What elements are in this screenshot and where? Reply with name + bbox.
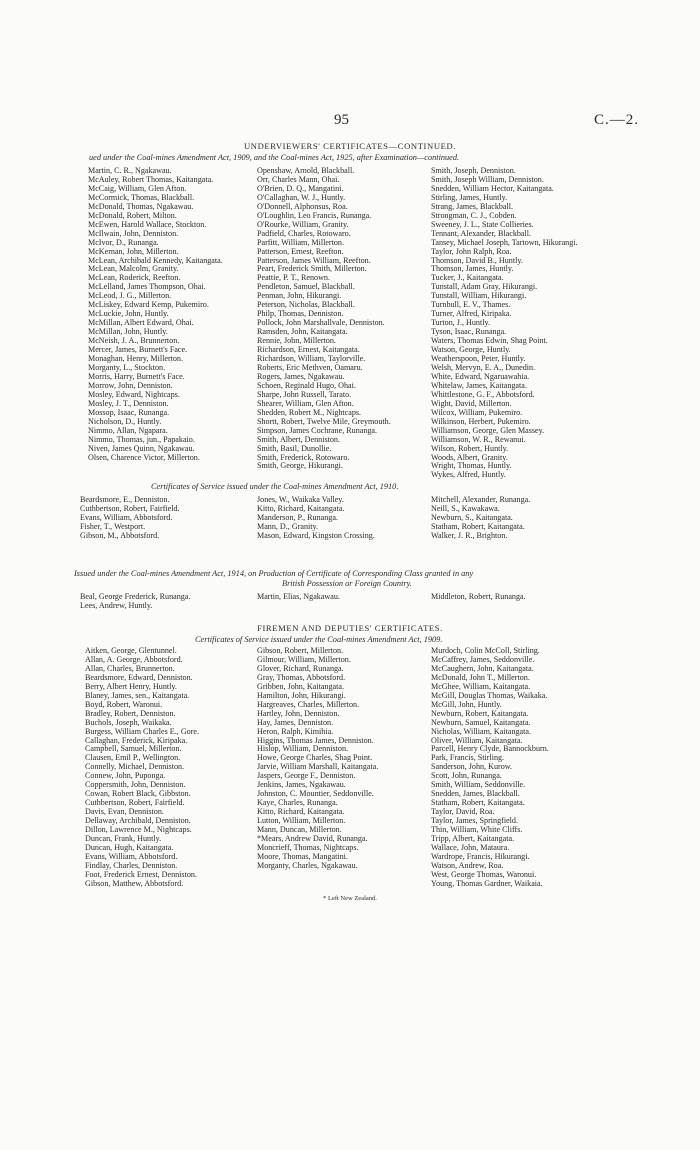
list-item: Turnbull, E. V., Thames.	[431, 300, 511, 310]
list-item: Thomson, James, Huntly.	[431, 264, 514, 274]
list-item: McLuckie, John, Huntly.	[88, 309, 169, 319]
list-item: Wallace, John, Mataura.	[431, 842, 510, 852]
list-item: McKernan, John, Millerton.	[88, 246, 179, 256]
list-item: Smith, William, Seddonville.	[431, 780, 526, 790]
list-item: Patterson, Ernest, Reefton.	[257, 246, 344, 256]
list-item: Howe, George Charles, Shag Point.	[257, 753, 373, 763]
list-item: Wilkinson, Herbert, Pukemiro.	[431, 416, 531, 426]
list-item: Niven, James Quinn, Ngakawau.	[88, 443, 195, 453]
list-item: McIvor, D., Runanga.	[88, 237, 159, 247]
list-item: Thin, William, White Cliffs.	[431, 825, 523, 835]
list-item: Coppersmith, John, Denniston.	[85, 780, 186, 790]
list-item: McIlwain, John, Denniston.	[88, 228, 179, 238]
list-item: Gibson, M., Abbotsford.	[80, 530, 160, 540]
list-item: Tripp, Albert, Kaitangata.	[431, 834, 515, 844]
list-item: McDonald, Thomas, Ngakawau.	[88, 201, 194, 211]
list-item: Bradley, Robert, Denniston.	[85, 708, 176, 718]
list-item: Martin, Elias, Ngakawau.	[257, 592, 340, 601]
list-item: Allan, A. George, Abbotsford.	[85, 654, 183, 664]
production-1914-heading: Issued under the Coal-mines Amendment Act, 1914, on Production of Certificate of Corresponding Class granted in any	[74, 569, 474, 578]
list-item: Mann, Duncan, Millerton.	[257, 825, 342, 835]
list-item: *Mears, Andrew David, Runanga.	[257, 834, 368, 844]
list-item: Woods, Albert, Granity.	[431, 452, 508, 462]
list-item: Sweeney, J. L., State Collieries.	[431, 219, 534, 229]
production-1914-column-2	[257, 593, 417, 602]
list-item: Mosley, Edward, Nightcaps.	[88, 389, 180, 399]
list-item: Kitto, Richard, Kaitangata.	[257, 807, 345, 817]
list-item: Mosley, J. T., Denniston.	[88, 398, 169, 408]
list-item: McMillan, Albert Edward, Ohai.	[88, 318, 194, 328]
list-item: Berry, Albert Henry, Huntly.	[85, 681, 177, 691]
list-item: O'Loughlin, Leo Francis, Runanga.	[257, 210, 372, 220]
list-item: O'Callaghan, W. J., Huntly.	[257, 192, 346, 202]
firemen-column-1	[85, 647, 247, 889]
list-item: Williamson, George, Glen Massey.	[431, 425, 545, 435]
list-item: Campbell, Samuel, Millerton.	[85, 744, 182, 754]
list-item: Shedden, Robert M., Nightcaps.	[257, 407, 362, 417]
list-item: Beal, George Frederick, Runanga.	[80, 592, 191, 601]
list-item: Foot, Frederick Ernest, Denniston.	[85, 869, 197, 879]
list-item: Smith, George, Hikurangi.	[257, 461, 343, 471]
list-item: Nimmo, Thomas, jun., Papakaio.	[88, 434, 195, 444]
list-item: Duncan, Frank, Huntly.	[85, 834, 162, 844]
list-item: Strongman, C. J., Cobden.	[431, 210, 517, 220]
list-item: Jaspers, George F., Denniston.	[257, 771, 356, 781]
list-item: Wykes, Alfred, Huntly.	[431, 470, 506, 480]
list-item: Park, Francis, Stirling.	[431, 753, 505, 763]
list-item: Hartley, John, Denniston.	[257, 708, 340, 718]
list-item: McEwen, Harold Wallace, Stockton.	[88, 219, 207, 229]
footnote: * Left New Zealand.	[323, 895, 377, 902]
list-item: Penman, John, Hikurangi.	[257, 291, 342, 301]
list-item: Heron, Ralph, Kimihia.	[257, 726, 334, 736]
list-item: McLean, Malcolm, Granity.	[88, 264, 179, 274]
list-item: Wilson, Robert, Huntly.	[431, 443, 509, 453]
list-item: McLean, Roderick, Reefton.	[88, 273, 181, 283]
list-item: Mercer, James, Burnett's Face.	[88, 345, 188, 355]
list-item: Pollock, John Marshallvale, Denniston.	[257, 318, 385, 328]
production-1914-heading-line2: British Possession or Foreign Country.	[282, 579, 412, 588]
list-item: Cuthbertson, Robert, Fairfield.	[80, 503, 180, 513]
list-item: Mitchell, Alexander, Runanga.	[431, 495, 531, 504]
list-item: Snedden, William Hector, Kaitangata.	[431, 183, 554, 193]
list-item: Johnston, C. Mountier, Seddonville.	[257, 789, 374, 799]
production-1914-column-1	[80, 593, 240, 611]
list-item: Ramsden, John, Kaitangata.	[257, 327, 348, 337]
list-item: Whittlestone, G. F., Abbotsford.	[431, 389, 535, 399]
list-item: Morganty, L., Stockton.	[88, 362, 166, 372]
list-item: McNeish, J. A., Brunnerton.	[88, 336, 180, 346]
list-item: Connew, John, Puponga.	[85, 771, 166, 781]
list-item: Nicholson, D., Huntly.	[88, 416, 162, 426]
list-item: Simpson, James Cochrane, Runanga.	[257, 425, 378, 435]
service-1910-column-2	[257, 496, 427, 541]
list-item: Buchols, Joseph, Waikaka.	[85, 717, 172, 727]
list-item: Manderson, P., Runanga.	[257, 512, 338, 522]
list-item: Jarvie, William Marshall, Kaitangata.	[257, 762, 379, 772]
list-item: Taylor, John Ralph, Roa.	[431, 246, 512, 256]
list-item: Wright, Thomas, Huntly.	[431, 461, 512, 471]
list-item: Hislop, William, Denniston.	[257, 744, 349, 754]
list-item: Glover, Richard, Runanga.	[257, 663, 344, 673]
list-item: Martin, C. R., Ngakawau.	[88, 166, 172, 175]
list-item: Newburn, Robert, Kaitangata.	[431, 708, 529, 718]
list-item: Smith, Joseph, Denniston.	[431, 166, 516, 175]
list-item: McAuley, Robert Thomas, Kaitangata.	[88, 174, 214, 184]
list-item: Watson, George, Huntly.	[431, 345, 511, 355]
list-item: Smith, Frederick, Rotowaro.	[257, 452, 350, 462]
list-item: Middleton, Robert, Runanga.	[431, 592, 526, 601]
list-item: Morrow, John, Denniston.	[88, 380, 173, 390]
list-item: Mann, D., Granity.	[257, 521, 319, 531]
list-item: Statham, Robert, Kaitangata.	[431, 798, 525, 808]
list-item: Higgins, Thomas James, Denniston.	[257, 735, 374, 745]
list-item: McLiskey, Edward Kemp, Pukemiro.	[88, 300, 209, 310]
list-item: Allan, Charles, Brunnerton.	[85, 663, 175, 673]
list-item: O'Donnell, Alphonsus, Roa.	[257, 201, 348, 211]
list-item: McDonald, Robert, Milton.	[88, 210, 177, 220]
list-item: Stirling, James, Huntly.	[431, 192, 508, 202]
list-item: Evans, William, Abbotsford.	[80, 512, 173, 522]
list-item: Philp, Thomas, Denniston.	[257, 309, 344, 319]
list-item: Mason, Edward, Kingston Crossing.	[257, 530, 375, 540]
production-1914-column-3	[431, 593, 597, 602]
list-item: Fisher, T., Westport.	[80, 521, 146, 531]
list-item: O'Brien, D. Q., Mangatini.	[257, 183, 344, 193]
list-item: Snedden, James, Blackball.	[431, 789, 520, 799]
list-item: Evans, William, Abbotsford.	[85, 851, 178, 861]
list-item: McCormick, Thomas, Blackball.	[88, 192, 195, 202]
list-item: Cuthbertson, Robert, Fairfield.	[85, 798, 185, 808]
list-item: Shortt, Robert, Twelve Mile, Greymouth.	[257, 416, 391, 426]
list-item: Schoen, Reginald Hugo, Ohai.	[257, 380, 356, 390]
underviewers-column-1	[88, 167, 246, 462]
list-item: Tansey, Michael Joseph, Tartown, Hikurangi.	[431, 237, 578, 247]
list-item: McCaffrey, James, Seddonville.	[431, 654, 535, 664]
list-item: Turton, J., Huntly.	[431, 318, 490, 328]
list-item: Gibson, Matthew, Abbotsford.	[85, 878, 184, 888]
list-item: Beardsmore, Edward, Denniston.	[85, 672, 193, 682]
list-item: Taylor, David, Roa.	[431, 807, 495, 817]
list-item: Peart, Frederick Smith, Millerton.	[257, 264, 367, 274]
list-item: Strang, James, Blackball.	[431, 201, 514, 211]
list-item: Richardson, Ernest, Kaitangata.	[257, 345, 360, 355]
list-item: Padfield, Charles, Rotowaro.	[257, 228, 351, 238]
list-item: Tyson, Isaac, Runanga.	[431, 327, 507, 337]
list-item: Morris, Harry, Burnett's Face.	[88, 371, 185, 381]
list-item: Newburn, Samuel, Kaitangata.	[431, 717, 531, 727]
list-item: Gray, Thomas, Abbotsford.	[257, 672, 346, 682]
list-item: Murdoch, Colin McColl, Stirling.	[431, 646, 540, 655]
list-item: Gibson, Robert, Millerton.	[257, 646, 344, 655]
list-item: West, George Thomas, Waronui.	[431, 869, 537, 879]
list-item: Roberts, Eric Methven, Oamaru.	[257, 362, 363, 372]
firemen-column-2	[257, 647, 417, 871]
list-item: McGill, John, Huntly.	[431, 699, 502, 709]
list-item: Hay, James, Denniston.	[257, 717, 334, 727]
list-item: Weatherspoon, Peter, Huntly.	[431, 354, 526, 364]
list-item: Nimmo, Allan, Ngapara.	[88, 425, 168, 435]
list-item: Monaghan, Henry, Millerton.	[88, 354, 184, 364]
list-item: Lees, Andrew, Huntly.	[80, 600, 153, 610]
firemen-heading: FIREMEN AND DEPUTIES' CERTIFICATES.	[257, 623, 443, 633]
list-item: Tucker, J., Kaitangata.	[431, 273, 504, 283]
list-item: McLelland, James Thompson, Ohai.	[88, 282, 206, 292]
list-item: Burgess, William Charles E., Gore.	[85, 726, 200, 736]
list-item: Callaghan, Frederick, Kiripaka.	[85, 735, 188, 745]
underviewers-column-2	[257, 167, 417, 471]
list-item: Blaney, James, sen., Kaitangata.	[85, 690, 190, 700]
list-item: Kitto, Richard, Kaitangata.	[257, 503, 345, 513]
list-item: Olsen, Charence Victor, Millerton.	[88, 452, 200, 462]
list-item: White, Edward, Ngaruawahia.	[431, 371, 530, 381]
list-item: Turner, Alfred, Kiripaka.	[431, 309, 512, 319]
list-item: Tunstall, William, Hikurangi.	[431, 291, 527, 301]
list-item: Boyd, Robert, Waronui.	[85, 699, 163, 709]
firemen-subheading: Certificates of Service issued under the Coal-mines Amendment Act, 1909.	[195, 635, 443, 644]
list-item: Hargreaves, Charles, Millerton.	[257, 699, 360, 709]
list-item: Dellaway, Archibald, Denniston.	[85, 816, 191, 826]
list-item: Taylor, James, Springfield.	[431, 816, 518, 826]
list-item: Orr, Charles Mann, Ohai.	[257, 174, 340, 184]
list-item: McGill, Douglas Thomas, Waikaka.	[431, 690, 548, 700]
list-item: Tennant, Alexander, Blackball.	[431, 228, 532, 238]
list-item: Smith, Basil, Dunollie.	[257, 443, 332, 453]
list-item: Gilmour, William, Millerton.	[257, 654, 351, 664]
list-item: Openshaw, Arnold, Blackball.	[257, 166, 355, 175]
list-item: Walker, J. R., Brighton.	[431, 530, 508, 540]
list-item: Tunstall, Adam Gray, Hikurangi.	[431, 282, 538, 292]
list-item: Jones, W., Waikaka Valley.	[257, 495, 344, 504]
list-item: Morganty, Charles, Ngakawau.	[257, 860, 358, 870]
list-item: Rennie, John, Millerton.	[257, 336, 336, 346]
list-item: Lutton, William, Millerton.	[257, 816, 346, 826]
list-item: McDonald, John T., Millerton.	[431, 672, 530, 682]
list-item: Young, Thomas Gardner, Waikaia.	[431, 878, 543, 888]
list-item: Connelly, Michael, Denniston.	[85, 762, 185, 772]
list-item: Parcell, Henry Clyde, Bannockburn.	[431, 744, 549, 754]
list-item: McCaig, William, Glen Afton.	[88, 183, 187, 193]
list-item: Statham, Robert, Kaitangata.	[431, 521, 525, 531]
list-item: McLeod, J. G., Millerton.	[88, 291, 172, 301]
list-item: Moore, Thomas, Mangatini.	[257, 851, 348, 861]
list-item: McMillan, John, Huntly.	[88, 327, 168, 337]
list-item: Nicholas, William, Kaitangata.	[431, 726, 531, 736]
list-item: Scott, John, Runanga.	[431, 771, 502, 781]
list-item: Sharpe, John Russell, Tarato.	[257, 389, 352, 399]
list-item: Williamson, W. R., Rewanui.	[431, 434, 526, 444]
list-item: Patterson, James William, Reefton.	[257, 255, 371, 265]
service-1910-column-3	[431, 496, 597, 541]
document-reference: C.—2.	[594, 112, 640, 128]
list-item: Dillon, Lawrence M., Nightcaps.	[85, 825, 192, 835]
list-item: Watson, Andrew, Roa.	[431, 860, 504, 870]
list-item: Thomson, David B., Huntly.	[431, 255, 523, 265]
list-item: Beardsmore, E., Denniston.	[80, 495, 170, 504]
list-item: Duncan, Hugh, Kaitangata.	[85, 842, 174, 852]
list-item: Shearer, William, Glen Afton.	[257, 398, 354, 408]
list-item: Aitken, George, Glentunnel.	[85, 646, 177, 655]
list-item: Gribben, John, Kaitangata.	[257, 681, 344, 691]
list-item: McCaughern, John, Kaitangata.	[431, 663, 534, 673]
list-item: Whitelaw, James, Kaitangata.	[431, 380, 527, 390]
list-item: Clausen, Emil P., Wellington.	[85, 753, 181, 763]
list-item: Pendleton, Samuel, Blackball.	[257, 282, 355, 292]
list-item: Moncrieff, Thomas, Nightcaps.	[257, 842, 359, 852]
list-item: Mossop, Isaac, Runanga.	[88, 407, 170, 417]
underviewers-column-3	[431, 167, 597, 480]
list-item: McGhee, William, Kaitangata.	[431, 681, 531, 691]
list-item: Neill, S., Kawakawa.	[431, 503, 500, 513]
list-item: Kaye, Charles, Runanga.	[257, 798, 338, 808]
list-item: O'Rourke, William, Granity.	[257, 219, 349, 229]
list-item: Smith, Albert, Denniston.	[257, 434, 340, 444]
list-item: Wardrope, Francis, Hikurangi.	[431, 851, 530, 861]
list-item: Welsh, Mervyn, E. A., Dunedin.	[431, 362, 536, 372]
list-item: Peterson, Nicholas, Blackball.	[257, 300, 355, 310]
list-item: Waters, Thomas Edwin, Shag Point.	[431, 336, 548, 346]
firemen-column-3	[431, 647, 597, 889]
list-item: Davis, Evan, Denniston.	[85, 807, 164, 817]
list-item: Rogers, James, Ngakawau.	[257, 371, 345, 381]
list-item: Wight, David, Millerton.	[431, 398, 512, 408]
list-item: Smith, Joseph William, Denniston.	[431, 174, 544, 184]
list-item: Sanderson, John, Kurow.	[431, 762, 513, 772]
list-item: Oliver, William, Kaitangata.	[431, 735, 523, 745]
list-item: Parfitt, William, Millerton.	[257, 237, 344, 247]
list-item: Findlay, Charles, Denniston.	[85, 860, 178, 870]
list-item: McLean, Archibald Kennedy, Kaitangata.	[88, 255, 223, 265]
page-number: 95	[334, 112, 349, 128]
service-1910-column-1	[80, 496, 240, 541]
underviewers-subheading: ued under the Coal-mines Amendment Act, 1909, and the Coal-mines Act, 1925, after Examination—continued.	[89, 153, 460, 162]
service-1910-heading: Certificates of Service issued under the Coal-mines Amendment Act, 1910.	[151, 482, 399, 491]
underviewers-heading: UNDERVIEWERS' CERTIFICATES—CONTINUED.	[243, 141, 457, 151]
list-item: Wilcox, William, Pukemiro.	[431, 407, 523, 417]
list-item: Richardson, William, Taylorville.	[257, 354, 366, 364]
list-item: Peattie, P. T., Renown.	[257, 273, 330, 283]
list-item: Jenkins, James, Ngakawau.	[257, 780, 346, 790]
list-item: Hamilton, John, Hikurangi.	[257, 690, 346, 700]
list-item: Newburn, S., Kaitangata.	[431, 512, 513, 522]
list-item: Cowan, Robert Black, Gibbston.	[85, 789, 191, 799]
